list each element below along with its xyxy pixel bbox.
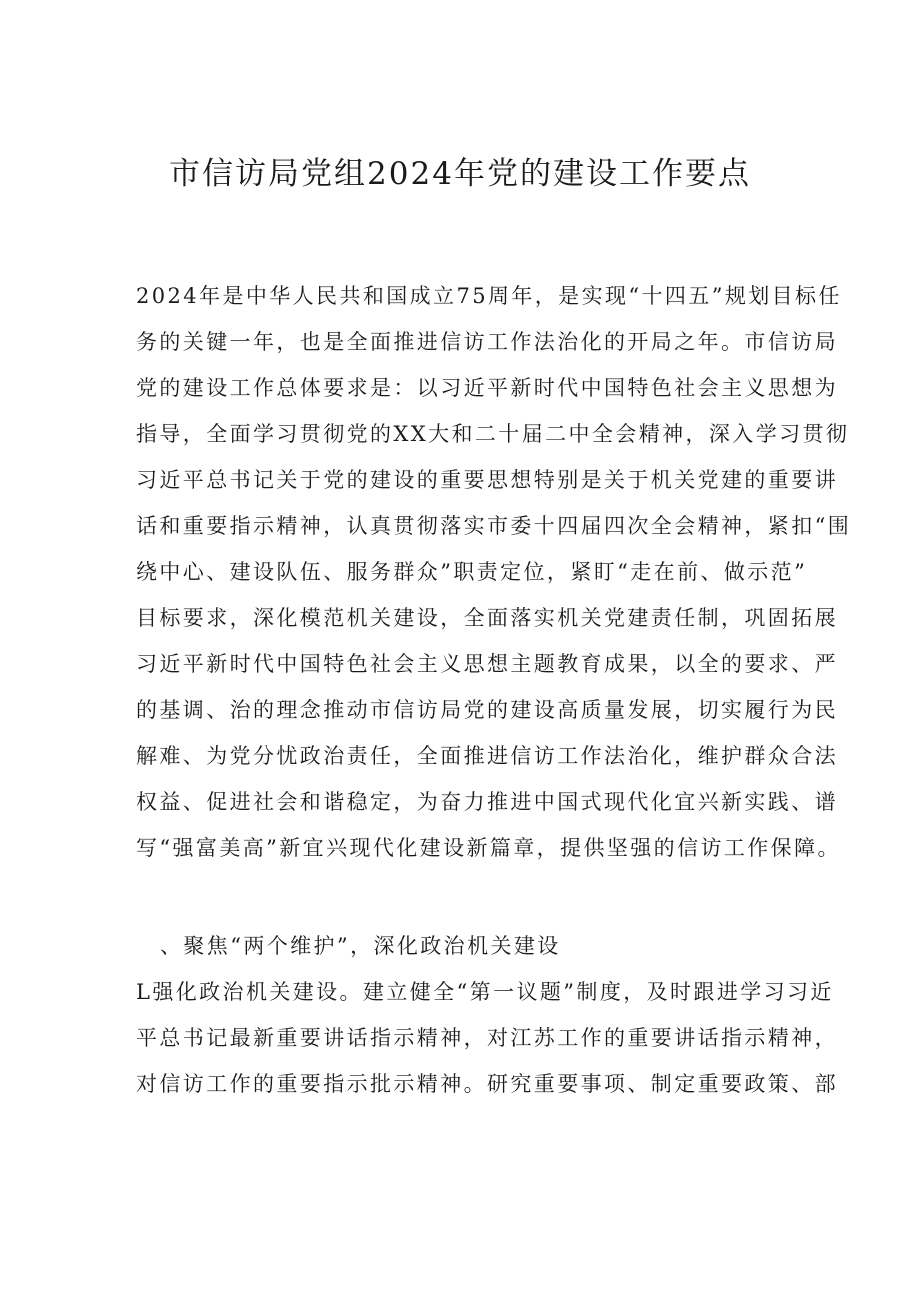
paragraph-line: 的基调、治的理念推动市信访局党的建设高质量发展，切实履行为民 <box>136 698 838 722</box>
section-heading: 、聚焦“两个维护”，深化政治机关建设 <box>160 934 561 958</box>
paragraph-line: 党的建设工作总体要求是：以习近平新时代中国特色社会主义思想为 <box>136 376 838 400</box>
paragraph-line: 写“强富美高”新宜兴现代化建设新篇章，提供坚强的信访工作保障。 <box>136 836 841 860</box>
paragraph-line: 指导，全面学习贯彻党的XX大和二十届二中全会精神，深入学习贯彻 <box>136 422 850 446</box>
paragraph-line: 解难、为党分忧政治责任，全面推进信访工作法治化，维护群众合法 <box>136 744 838 768</box>
paragraph-line: 目标要求，深化模范机关建设，全面落实机关党建责任制，巩固拓展 <box>136 606 838 630</box>
paragraph-line: 对信访工作的重要指示批示精神。研究重要事项、制定重要政策、部 <box>136 1072 838 1096</box>
paragraph-line: 2024年是中华人民共和国成立75周年，是实现“十四五”规划目标任 <box>136 284 842 308</box>
paragraph-line: 平总书记最新重要讲话指示精神，对江苏工作的重要讲话指示精神， <box>136 1026 838 1050</box>
paragraph-line: 务的关键一年，也是全面推进信访工作法治化的开局之年。市信访局 <box>136 330 838 354</box>
paragraph-line: 习近平新时代中国特色社会主义思想主题教育成果，以全的要求、严 <box>136 652 838 676</box>
paragraph-line: 话和重要指示精神，认真贯彻落实市委十四届四次全会精神，紧扣“围 <box>136 514 852 538</box>
paragraph-line: 绕中心、建设队伍、服务群众”职责定位，紧盯“走在前、做示范” <box>136 560 808 584</box>
document-title: 市信访局党组2024年党的建设工作要点 <box>169 156 751 192</box>
paragraph-line: L强化政治机关建设。建立健全“第一议题”制度，及时跟进学习习近 <box>136 980 834 1004</box>
paragraph-line: 权益、促进社会和谐稳定，为奋力推进中国式现代化宜兴新实践、谱 <box>136 790 838 814</box>
paragraph-line: 习近平总书记关于党的建设的重要思想特别是关于机关党建的重要讲 <box>136 468 838 492</box>
